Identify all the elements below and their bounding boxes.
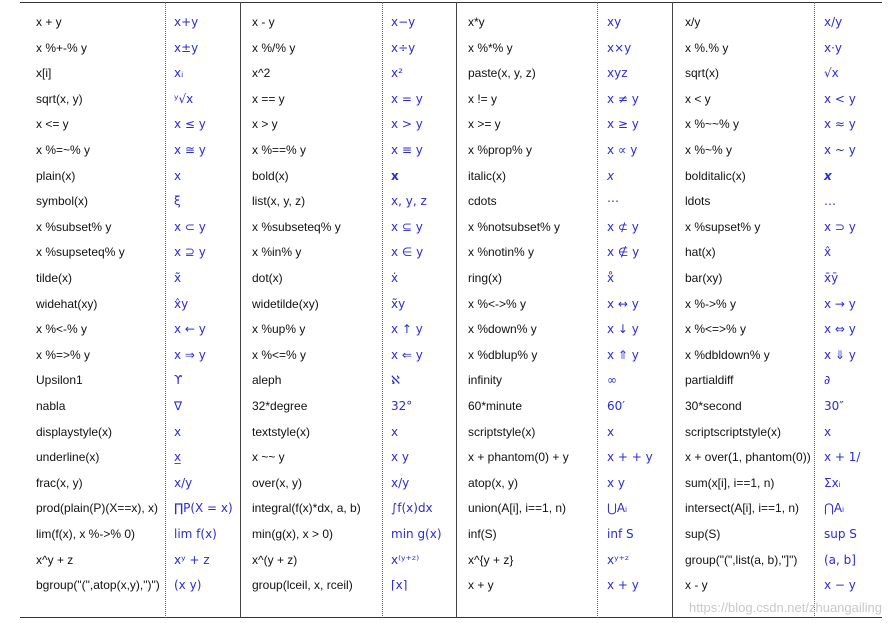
rendered-expression: x−y <box>391 15 416 29</box>
rendered-expression: ʸ√x <box>174 91 194 106</box>
expression-text: x %subseteq% y <box>252 219 341 234</box>
rendered-expression: x ⇑ y <box>607 347 639 362</box>
expression-text: x %in% y <box>252 245 302 260</box>
expression-text: aleph <box>252 373 282 388</box>
column-divider <box>456 2 457 618</box>
rendered-expression: xʸ + z <box>174 552 210 567</box>
expression-text: x - y <box>252 15 275 29</box>
expression-text: group("(",list(a, b),"]") <box>685 552 798 567</box>
expression-text: infinity <box>468 373 503 388</box>
rendered-expression: sup S <box>824 527 857 541</box>
rendered-expression: x ⊆ y <box>391 219 423 234</box>
rendered-expression: xy <box>607 15 622 29</box>
rendered-expression: ∫f(x)dx <box>391 501 433 516</box>
expression-text: x + phantom(0) + y <box>468 450 569 465</box>
expression-text: tilde(x) <box>36 271 73 285</box>
expression-text: x - y <box>685 578 708 593</box>
rendered-expression: xʸ⁺ᶻ <box>607 552 630 567</box>
expression-text: frac(x, y) <box>36 475 83 490</box>
expression-text: sum(x[i], i==1, n) <box>685 475 775 490</box>
rendered-expression: x·y <box>824 40 843 55</box>
rendered-expression: x×y <box>607 40 632 55</box>
expression-text: sup(S) <box>685 527 721 541</box>
expression-text: x %down% y <box>468 322 537 337</box>
expression-text: 32*degree <box>252 399 308 413</box>
expression-text: sqrt(x, y) <box>36 91 83 106</box>
expression-text: widetilde(xy) <box>252 296 319 311</box>
rendered-expression: 60′ <box>607 399 625 413</box>
rendered-expression: 32° <box>391 399 413 413</box>
rendered-expression: ϒ <box>174 373 183 388</box>
rendered-expression: (x y) <box>174 578 202 593</box>
expression-text: x <= y <box>36 117 69 132</box>
rendered-expression: ẋ <box>391 271 399 285</box>
rendered-expression: x ≈ y <box>824 117 856 132</box>
rendered-expression: x ⊄ y <box>607 219 639 234</box>
rendered-expression: x ≠ y <box>607 91 639 106</box>
expression-text: x^(y + z) <box>252 552 298 567</box>
expression-text: x %<->% y <box>468 296 527 311</box>
rendered-expression: x̃y <box>391 296 406 311</box>
expression-text: x %up% y <box>252 322 306 337</box>
rendered-expression: x/y <box>824 15 843 29</box>
rendered-expression: x = y <box>391 91 423 106</box>
expression-text: atop(x, y) <box>468 475 519 490</box>
expression-text: x != y <box>468 91 498 106</box>
rendered-expression: x̊ <box>607 271 615 285</box>
column-divider-dotted <box>382 2 383 618</box>
expression-text: group(lceil, x, rceil) <box>252 578 353 593</box>
rendered-expression: x > y <box>391 117 423 132</box>
rendered-expression: xᵢ <box>174 66 184 81</box>
expression-text: x %==% y <box>252 143 307 157</box>
rendered-expression: x <box>607 424 615 439</box>
expression-text: widehat(xy) <box>36 296 98 311</box>
rendered-expression: ξ <box>174 194 181 209</box>
rendered-expression: x ⊂ y <box>174 219 206 234</box>
expression-text: dot(x) <box>252 271 283 285</box>
expression-text: x %notsubset% y <box>468 219 561 234</box>
expression-text: 60*minute <box>468 399 523 413</box>
rendered-expression: ℵ <box>391 373 400 388</box>
expression-text: paste(x, y, z) <box>468 66 536 81</box>
rendered-expression: x̂ <box>824 245 832 260</box>
rendered-expression: x ⇓ y <box>824 347 856 362</box>
expression-text: x >= y <box>468 117 501 132</box>
expression-text: x %~% y <box>685 143 733 157</box>
rendered-expression: x <box>824 424 832 439</box>
expression-text: x %dblup% y <box>468 347 538 362</box>
rendered-expression: ∂ <box>824 373 831 388</box>
expression-text: symbol(x) <box>36 194 89 209</box>
expression-text: x + y <box>468 578 494 593</box>
expression-text: displaystyle(x) <box>36 424 113 439</box>
expression-text: nabla <box>36 399 66 413</box>
rendered-expression: ⋂Aᵢ <box>824 501 845 516</box>
expression-text: x %subset% y <box>36 219 112 234</box>
expression-text: x %prop% y <box>468 143 533 157</box>
expression-text: x %*% y <box>468 40 513 55</box>
rendered-expression: x ↔ y <box>607 296 639 311</box>
expression-text: x %~~% y <box>685 117 740 132</box>
rendered-expression: x±y <box>174 40 199 55</box>
rendered-expression: x <box>174 424 182 439</box>
rendered-expression: x ∈ y <box>391 245 424 260</box>
expression-text: intersect(A[i], i==1, n) <box>685 501 800 516</box>
rendered-expression: 30″ <box>824 399 844 413</box>
expression-text: list(x, y, z) <box>252 194 306 209</box>
expression-text: ldots <box>685 194 711 209</box>
expression-text: union(A[i], i==1, n) <box>468 501 567 516</box>
rendered-expression: ∞ <box>607 373 617 388</box>
rendered-expression: x/y <box>174 475 193 490</box>
expression-text: x < y <box>685 91 711 106</box>
expression-text: x[i] <box>36 66 52 81</box>
expression-text: x %=~% y <box>36 143 91 157</box>
expression-text: x^{y + z} <box>468 552 514 567</box>
expression-text: bar(xy) <box>685 271 723 285</box>
expression-text: x %notin% y <box>468 245 535 260</box>
rendered-expression: x + + y <box>607 450 653 465</box>
expression-text: x %.% y <box>685 40 729 55</box>
rendered-expression: x <box>391 424 399 439</box>
expression-text: over(x, y) <box>252 475 303 490</box>
expression-text: x*y <box>468 15 485 29</box>
expression-text: x %/% y <box>252 40 296 55</box>
expression-text: bgroup("(",atop(x,y),")") <box>36 578 160 593</box>
rendered-expression: x ↑ y <box>391 322 423 337</box>
expression-text: x %supseteq% y <box>36 245 125 260</box>
expression-text: x + y <box>36 15 62 29</box>
rendered-expression: (a, b] <box>824 552 856 567</box>
rendered-expression: x⁽ʸ⁺ᶻ⁾ <box>391 552 420 567</box>
rendered-expression: x ≤ y <box>174 117 206 132</box>
rendered-expression: x ≅ y <box>174 143 206 157</box>
expression-text: cdots <box>468 194 497 209</box>
rendered-expression: x/y <box>391 475 410 490</box>
expression-text: x %<=>% y <box>685 322 747 337</box>
rendered-expression: x ≥ y <box>607 117 639 132</box>
expression-text: sqrt(x) <box>685 66 719 81</box>
rendered-expression: x → y <box>824 296 856 311</box>
expression-text: bold(x) <box>252 168 289 183</box>
expression-text: bolditalic(x) <box>685 168 746 183</box>
rendered-expression: … <box>824 194 836 209</box>
expression-text: 30*second <box>685 399 742 413</box>
expression-text: x %supset% y <box>685 219 761 234</box>
rendered-expression: x + y <box>607 578 639 593</box>
rendered-expression: lim f(x) <box>174 527 217 541</box>
expression-text: Upsilon1 <box>36 373 83 388</box>
rendered-expression: x ⊃ y <box>824 219 856 234</box>
column-divider-dotted <box>814 2 815 618</box>
rendered-expression: x ⊇ y <box>174 245 206 260</box>
table-bottom-border <box>20 617 882 618</box>
rendered-expression: x y <box>607 475 626 490</box>
rendered-expression: x² <box>391 66 403 81</box>
expression-text: scriptscriptstyle(x) <box>685 424 782 439</box>
rendered-expression: xyz <box>607 66 628 81</box>
column-divider-dotted <box>165 2 166 618</box>
rendered-expression: x, y, z <box>391 194 427 209</box>
expression-text: x^2 <box>252 66 271 81</box>
rendered-expression: ∏P(X = x) <box>174 501 233 516</box>
expression-text: plain(x) <box>36 168 76 183</box>
expression-text: x %dbldown% y <box>685 347 770 362</box>
expression-text: prod(plain(P)(X==x), x) <box>36 501 159 516</box>
rendered-expression: ⌈x⌉ <box>391 578 408 593</box>
expression-text: x %<=% y <box>252 347 307 362</box>
rendered-expression: x <box>391 168 399 183</box>
rendered-expression: x ∝ y <box>607 143 638 157</box>
rendered-expression: x ∉ y <box>607 245 640 260</box>
expression-text: x/y <box>685 15 701 29</box>
rendered-expression: x ⇒ y <box>174 347 206 362</box>
column-divider-dotted <box>597 2 598 618</box>
expression-text: scriptstyle(x) <box>468 424 536 439</box>
rendered-expression: x ≡ y <box>391 143 423 157</box>
expression-text: hat(x) <box>685 245 716 260</box>
expression-text: x > y <box>252 117 278 132</box>
expression-text: x %=>% y <box>36 347 91 362</box>
rendered-expression: ⋯ <box>607 194 619 209</box>
expression-text: x %->% y <box>685 296 737 311</box>
expression-text: min(g(x), x > 0) <box>252 527 334 541</box>
rendered-expression: x ⇐ y <box>391 347 423 362</box>
expression-text: x^y + z <box>36 552 74 567</box>
rendered-expression: Σxᵢ <box>824 475 841 490</box>
expression-text: textstyle(x) <box>252 424 311 439</box>
rendered-expression: x + 1/ <box>824 450 861 465</box>
rendered-expression: x÷y <box>391 40 416 55</box>
watermark: https://blog.csdn.net/zhuangailing <box>689 600 882 615</box>
rendered-expression: x ⇔ y <box>824 322 856 337</box>
table-top-border <box>20 2 882 3</box>
rendered-expression: x <box>607 168 615 183</box>
rendered-expression: x ← y <box>174 322 206 337</box>
rendered-expression: x̲ <box>174 450 182 465</box>
rendered-expression: x+y <box>174 15 199 29</box>
rendered-expression: x < y <box>824 91 856 106</box>
expression-text: integral(f(x)*dx, a, b) <box>252 501 361 516</box>
rendered-expression: ⋃Aᵢ <box>607 501 628 516</box>
column-divider <box>240 2 241 618</box>
expression-text: inf(S) <box>468 527 497 541</box>
rendered-expression: x − y <box>824 578 856 593</box>
rendered-expression: x ↓ y <box>607 322 639 337</box>
expression-text: x %+-% y <box>36 40 88 55</box>
rendered-expression: x <box>824 168 832 183</box>
expression-text: lim(f(x), x %->% 0) <box>36 527 135 541</box>
rendered-expression: x̄ȳ <box>824 271 839 285</box>
rendered-expression: ∇ <box>174 399 183 413</box>
expression-text: x ~~ y <box>252 450 285 465</box>
expression-text: x == y <box>252 91 285 106</box>
expression-text: x + over(1, phantom(0)) <box>685 450 811 465</box>
rendered-expression: x̂y <box>174 296 189 311</box>
rendered-expression: x <box>174 168 182 183</box>
rendered-expression: x̃ <box>174 271 182 285</box>
rendered-expression: inf S <box>607 527 634 541</box>
rendered-expression: x y <box>391 450 410 465</box>
rendered-expression: √x <box>824 66 839 81</box>
expression-text: partialdiff <box>685 373 734 388</box>
expression-text: ring(x) <box>468 271 503 285</box>
expression-text: italic(x) <box>468 168 506 183</box>
rendered-expression: min g(x) <box>391 527 442 541</box>
rendered-expression: x ~ y <box>824 143 856 157</box>
expression-text: underline(x) <box>36 450 100 465</box>
column-divider <box>672 2 673 618</box>
expression-text: x %<-% y <box>36 322 88 337</box>
